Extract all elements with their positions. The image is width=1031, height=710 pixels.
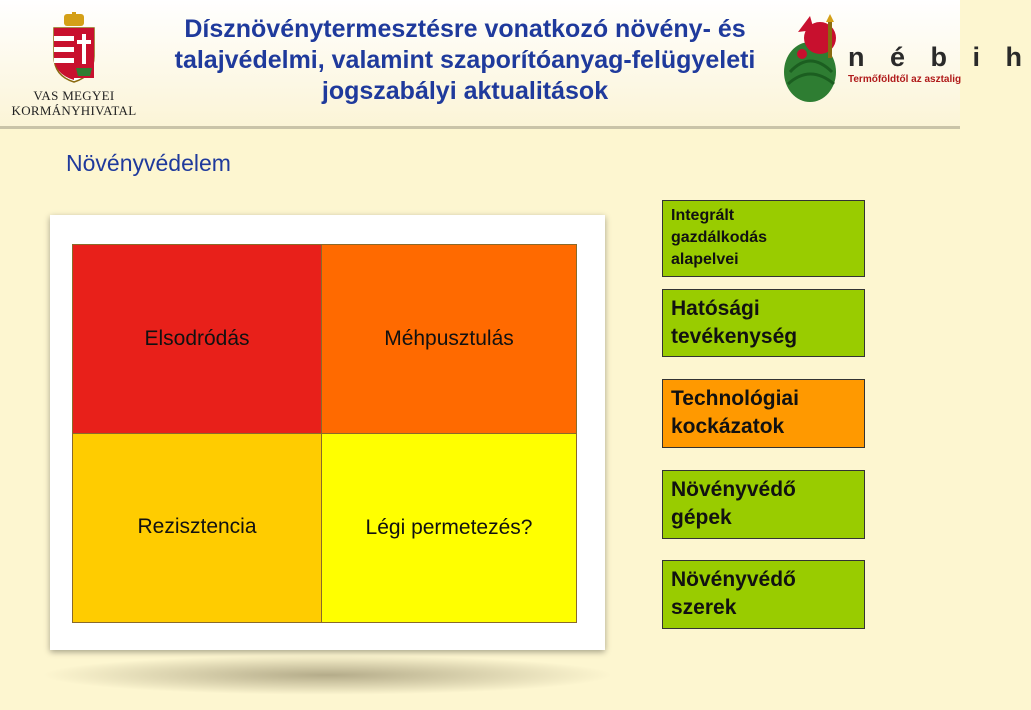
matrix-label-rezisztencia: Rezisztencia	[137, 515, 257, 538]
logo-left-line2: KORMÁNYHIVATAL	[11, 103, 137, 118]
side-box-technologiai-kockazatok	[662, 379, 865, 448]
header-divider	[0, 126, 960, 129]
side-box-line: Növényvédő	[671, 568, 796, 591]
title-line-1: Dísznövénytermesztésre vonatkozó növény- és	[184, 15, 746, 43]
side-box-line: kockázatok	[671, 415, 785, 438]
side-box-integralt-gazdalkodas	[662, 200, 865, 277]
side-box-line: Hatósági	[671, 297, 760, 320]
side-box-line: Technológiai	[671, 387, 799, 410]
side-box-novenyvedo-gepek	[662, 470, 865, 539]
side-box-line: alapelvei	[671, 251, 739, 268]
section-title: Növényvédelem	[66, 150, 231, 176]
nebih-tagline: Termőföldtől az asztalig	[848, 74, 962, 85]
matrix-cell-bottom-left	[72, 433, 322, 623]
matrix-label-legi-permetezes: Légi permetezés?	[365, 516, 533, 539]
vas-megyei-logo	[10, 12, 138, 122]
matrix-cell-bottom-right	[321, 433, 577, 623]
nebih-name: n é b i h	[848, 42, 1031, 72]
matrix-label-elsodrodas: Elsodródás	[144, 327, 250, 350]
matrix-cell-top-left	[72, 244, 322, 434]
nebih-logo	[780, 10, 1031, 120]
side-box-hatosagi-tevekenyseg	[662, 289, 865, 357]
matrix-shadow	[40, 655, 615, 695]
side-box-line: gazdálkodás	[671, 229, 768, 246]
nebih-emblem-icon	[780, 10, 850, 110]
matrix-cell-top-right	[321, 244, 577, 434]
matrix-label-mehpusztulas: Méhpusztulás	[384, 327, 514, 350]
title-line-3: jogszabályi aktualitások	[321, 77, 609, 105]
side-box-novenyvedo-szerek	[662, 560, 865, 629]
side-box-line: Integrált	[671, 207, 735, 224]
title-line-2: talajvédelmi, valamint szaporítóanyag-felügyeleti	[174, 46, 756, 74]
logo-left-line1: VAS MEGYEI	[33, 88, 115, 103]
side-box-line: tevékenység	[671, 325, 798, 348]
page-title	[140, 14, 790, 107]
side-box-line: szerek	[671, 596, 737, 619]
side-box-line: gépek	[671, 506, 732, 529]
coat-of-arms-icon	[50, 12, 98, 84]
side-box-line: Növényvédő	[671, 478, 796, 501]
